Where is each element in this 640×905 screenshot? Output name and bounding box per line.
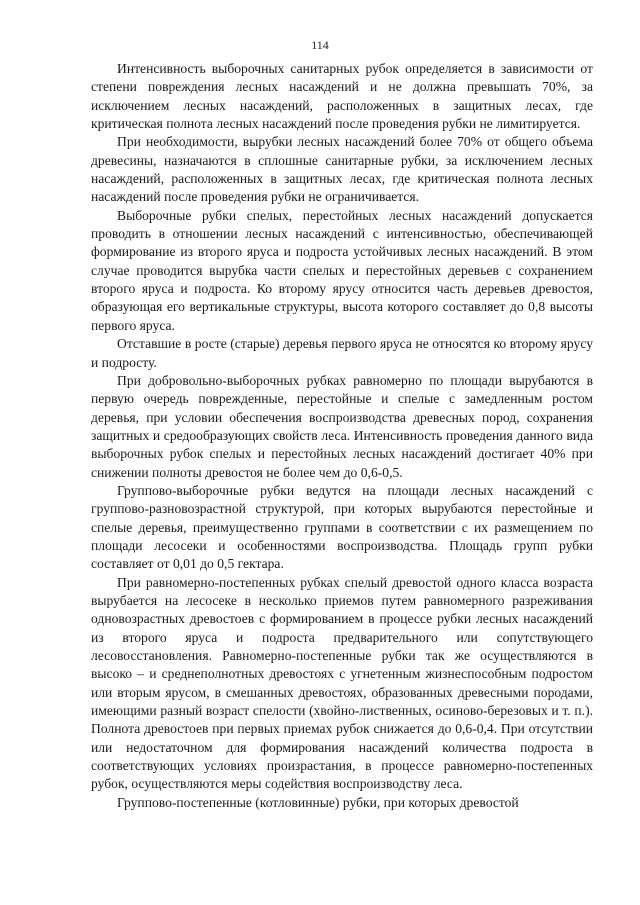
paragraph-mature-selective-felling: Выборочные рубки спелых, перестойных лесных насаждений допускается проводить в отношении лесных насаждений с интенсивностью, обеспечивающей формирование из второго яруса и подроста устойчивых лесных насаждений. В этом случае проводится вырубка части спелых и перестойных деревьев с сохранением второго яруса и подроста. Ко второму ярусу относится часть деревьев древостоя, образующая его вертикальные структуры, высота которого составляет до 0,8 высоты первого яруса. [91, 207, 593, 333]
paragraph-selective-sanitary-intensity: Интенсивность выборочных санитарных рубок определяется в зависимости от степени повреждения лесных насаждений и не должна превышать 70%, за исключением лесных насаждений, расположенных в защитных лесах, где критическая полнота лесных насаждений после проведения рубки не лимитируется. [91, 61, 593, 132]
paragraph-uniform-gradual-felling: При равномерно-постепенных рубках спелый древостой одного класса возраста вырубается на лесосеке в несколько приемов путем равномерного разреживания одновозрастных древостоев с формированием в процессе рубки лесных насаждений из второго яруса и подроста предварительного или сопутствующего лесовосстановления. Равномерно-постепенные рубки так же осуществляются в высоко – и среднеполнотных древостоях с угнетенным жизнеспособным подростом или вторым ярусом, в смешанных древостоях, образованных древесными породами, имеющими разный возраст спелости (хвойно-лиственных, осиново-березовых и т. п.). Полнота древостоев при первых приемах рубок снижается до 0,6-0,4. При отсутствии или недостаточном для формирования насаждений количества подроста в соответствующих условиях произрастания, в процессе равномерно-постепенных рубок, осуществляются меры содействия воспроизводству леса. [91, 574, 593, 792]
paragraph-voluntary-selective-felling: При добровольно-выборочных рубках равномерно по площади вырубаются в первую очередь поврежденные, перестойные и спелые с замедленным ростом деревья, при условии обеспечения воспроизводства древесных пород, сохранения защитных и средообразующих свойств леса. Интенсивность проведения данного вида выборочных рубок спелых и перестойных лесных насаждений достигает 40% при снижении полноты древостоя не более чем до 0,6-0,5. [91, 372, 593, 480]
paragraph-group-selective-felling: Группово-выборочные рубки ведутся на площади лесных насаждений с группово-разновозрастной структурой, при которых вырубаются перестойные и спелые деревья, преимущественно группами в соответствии с их размещением по площади лесосеки и особенностями воспроизводства. Площадь групп рубки составляет от 0,01 до 0,5 гектара. [91, 482, 593, 572]
paragraph-lagging-trees: Отставшие в росте (старые) деревья первого яруса не относятся ко второму ярусу и подросту. [91, 336, 593, 370]
page-body [91, 60, 593, 812]
page-number: 114 [311, 38, 329, 52]
paragraph-clear-sanitary-felling: При необходимости, вырубки лесных насаждений более 70% от общего объема древесины, назначаются в сплошные санитарные рубки, за исключением лесных насаждений, расположенных в защитных лесах, где критическая полнота лесных насаждений после проведения рубки не ограничивается. [91, 134, 593, 205]
paragraph-group-gradual-felling: Группово-постепенные (котловинные) рубки, при которых древостой [117, 794, 519, 810]
